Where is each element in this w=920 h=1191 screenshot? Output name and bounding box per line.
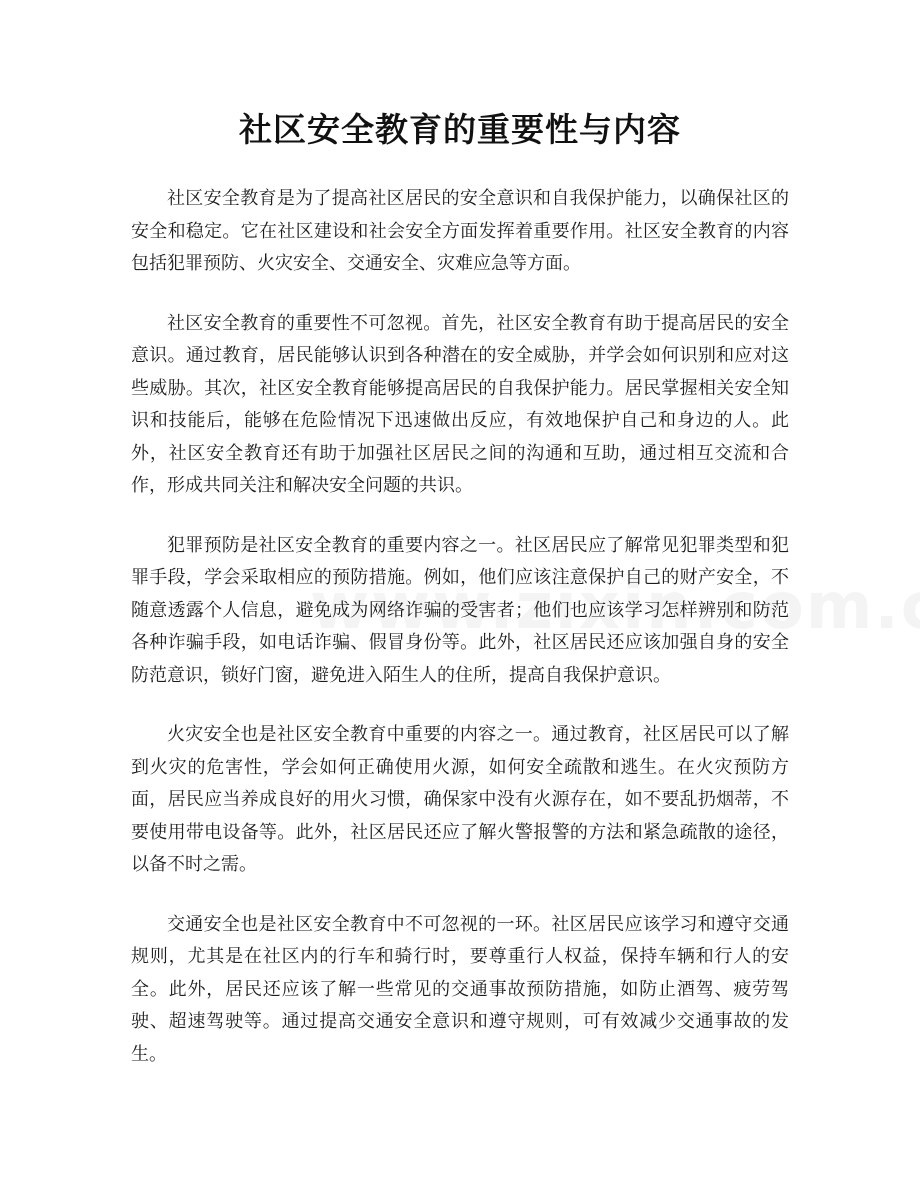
document-body (131, 183, 789, 1098)
paragraph-crime-prevention: 犯罪预防是社区安全教育的重要内容之一。社区居民应了解常见犯罪类型和犯罪手段，学会采取相应的预防措施。例如，他们应该注意保护自己的财产安全，不随意透露个人信息，避免成为网络诈骗的受害者；他们也应该学习怎样辨别和防范各种诈骗手段，如电话诈骗、假冒身份等。此外，社区居民还应该加强自身的安全防范意识，锁好门窗，避免进入陌生人的住所，提高自我保护意识。 (131, 534, 789, 686)
document-title: 社区安全教育的重要性与内容 (239, 110, 681, 149)
paragraph-importance: 社区安全教育的重要性不可忽视。首先，社区安全教育有助于提高居民的安全意识。通过教育，居民能够认识到各种潜在的安全威胁，并学会如何识别和应对这些威胁。其次，社区安全教育能够提高居民的自我保护能力。居民掌握相关安全知识和技能后，能够在危险情况下迅速做出反应，有效地保护自己和身边的人。此外，社区安全教育还有助于加强社区居民之间的沟通和互助，通过相互交流和合作，形成共同关注和解决安全问题的共识。 (131, 312, 789, 496)
paragraph-intro: 社区安全教育是为了提高社区居民的安全意识和自我保护能力，以确保社区的安全和稳定。它在社区建设和社会安全方面发挥着重要作用。社区安全教育的内容包括犯罪预防、火灾安全、交通安全、灾难应急等方面。 (131, 188, 789, 274)
paragraph-traffic-safety: 交通安全也是社区安全教育中不可忽视的一环。社区居民应该学习和遵守交通规则，尤其是在社区内的行车和骑行时，要尊重行人权益，保持车辆和行人的安全。此外，居民还应该了解一些常见的交通事故预防措施，如防止酒驾、疲劳驾驶、超速驾驶等。通过提高交通安全意识和遵守规则，可有效减少交通事故的发生。 (131, 913, 789, 1065)
paragraph-fire-safety: 火灾安全也是社区安全教育中重要的内容之一。通过教育，社区居民可以了解到火灾的危害性，学会如何正确使用火源，如何安全疏散和逃生。在火灾预防方面，居民应当养成良好的用火习惯，确保家中没有火源存在，如不要乱扔烟蒂，不要使用带电设备等。此外，社区居民还应了解火警报警的方法和紧急疏散的途径，以备不时之需。 (131, 724, 789, 875)
